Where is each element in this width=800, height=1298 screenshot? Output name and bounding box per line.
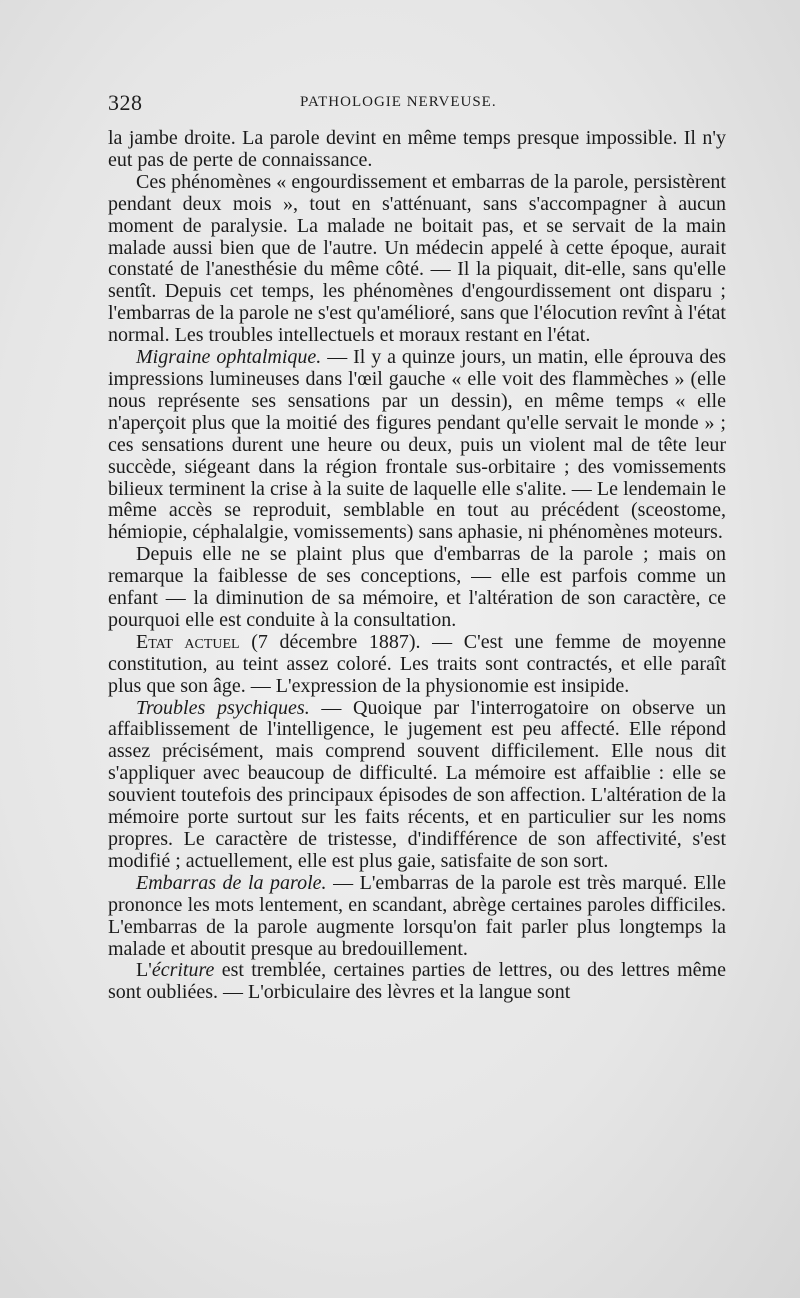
paragraph-speech: [108, 873, 726, 961]
paragraph-text: est tremblée, certaines parties de lettres, ou des lettres même sont oubliées. — L'orbiculaire des lèvres et la langue sont: [108, 959, 726, 1004]
paragraph-prefix: L': [136, 959, 152, 982]
paragraph-symptoms-course: [108, 172, 726, 347]
body-text: [108, 128, 726, 1004]
section-label-migraine: Migraine ophtalmique.: [136, 346, 322, 369]
paragraph-since-then: [108, 544, 726, 632]
paragraph-text: — Il y a quinze jours, un matin, elle éprouva des impressions lumineuses dans l'œil gauche « elle voit des flammèches » (elle nous représente ses sensations par un dessin), en même temps « elle n'aperçoit plus que la moitié des figures pendant qu'elle servait le monde » ; ces sensations durent une heure ou deux, puis un violent mal de tête leur succède, siégeant dans la région frontale sus-orbitaire ; des vomissements bilieux terminent la crise à la suite de laquelle elle s'alite. — Le lendemain le même accès se reproduit, semblable en tout au précédent (sceostome, hémiopie, céphalalgie, vomissements) sans aphasie, ni phénomènes moteurs.: [108, 346, 726, 544]
page-header: [108, 88, 728, 118]
paragraph-text: (7 décembre 1887). — C'est une femme de moyenne constitution, au teint assez coloré. Les traits sont contractés, et elle paraît plus que son âge. — L'expression de la physionomie est insipide.: [108, 630, 726, 697]
paragraph-text: Depuis elle ne se plaint plus que d'embarras de la parole ; mais on remarque la faiblesse de ses conceptions, — elle est parfois comme un enfant — la diminution de sa mémoire, et l'altération de son caractère, ce pourquoi elle est conduite à la consultation.: [108, 543, 726, 631]
paragraph-text: la jambe droite. La parole devint en même temps presque impossible. Il n'y eut pas de perte de connaissance.: [108, 127, 726, 171]
section-label-ecriture: écriture: [151, 959, 215, 982]
section-label-embarras-parole: Embarras de la parole.: [136, 871, 327, 894]
paragraph-text: — L'embarras de la parole est très marqué. Elle prononce les mots lentement, en scandant, abrège certaines paroles difficiles. L'embarras de la parole augmente lorsqu'on fait parler plus longtemps la malade et aboutit presque au bredouillement.: [108, 871, 727, 960]
page-number: 328: [108, 90, 143, 115]
paragraph-current-state: [108, 632, 726, 698]
paragraph-writing: [108, 960, 726, 1004]
running-title: PATHOLOGIE NERVEUSE.: [300, 94, 497, 110]
paragraph-migraine: [108, 347, 726, 544]
paragraph-text: Ces phénomènes « engourdissement et embarras de la parole, persistèrent pendant deux mois », tout en s'atténuant, sans s'accompagner à aucun moment de paralysie. La malade ne boitait pas, et se servait de la main malade aussi bien que de l'autre. Un médecin appelé à cette époque, aurait constaté de l'anesthésie du même côté. — Il la piquait, dit-elle, sans qu'elle sentît. Depuis cet temps, les phénomènes d'engourdissement ont disparu ; l'embarras de la parole ne s'est qu'amélioré, sans que l'élocution revînt à l'état normal. Les troubles intellectuels et moraux restant en l'état.: [108, 170, 726, 347]
paragraph-continuation: [108, 128, 726, 172]
paragraph-psychic-troubles: [108, 698, 726, 873]
section-label-etat-actuel: Etat actuel: [136, 630, 240, 653]
section-label-troubles-psychiques: Troubles psychiques.: [136, 696, 310, 719]
paragraph-text: — Quoique par l'interrogatoire on observe un affaiblissement de l'intelligence, le jugement est peu affecté. Elle répond assez précisément, mais comprend souvent difficilement. Elle nous dit s'appliquer avec beaucoup de difficulté. La mémoire est affaiblie : elle se souvient toutefois des principaux épisodes de son affection. L'altération de la mémoire porte surtout sur les faits récents, et en particulier sur les noms propres. Le caractère de tristesse, d'indifférence de son affectivité, s'est modifié ; actuellement, elle est plus gaie, satisfaite de son sort.: [108, 696, 727, 872]
